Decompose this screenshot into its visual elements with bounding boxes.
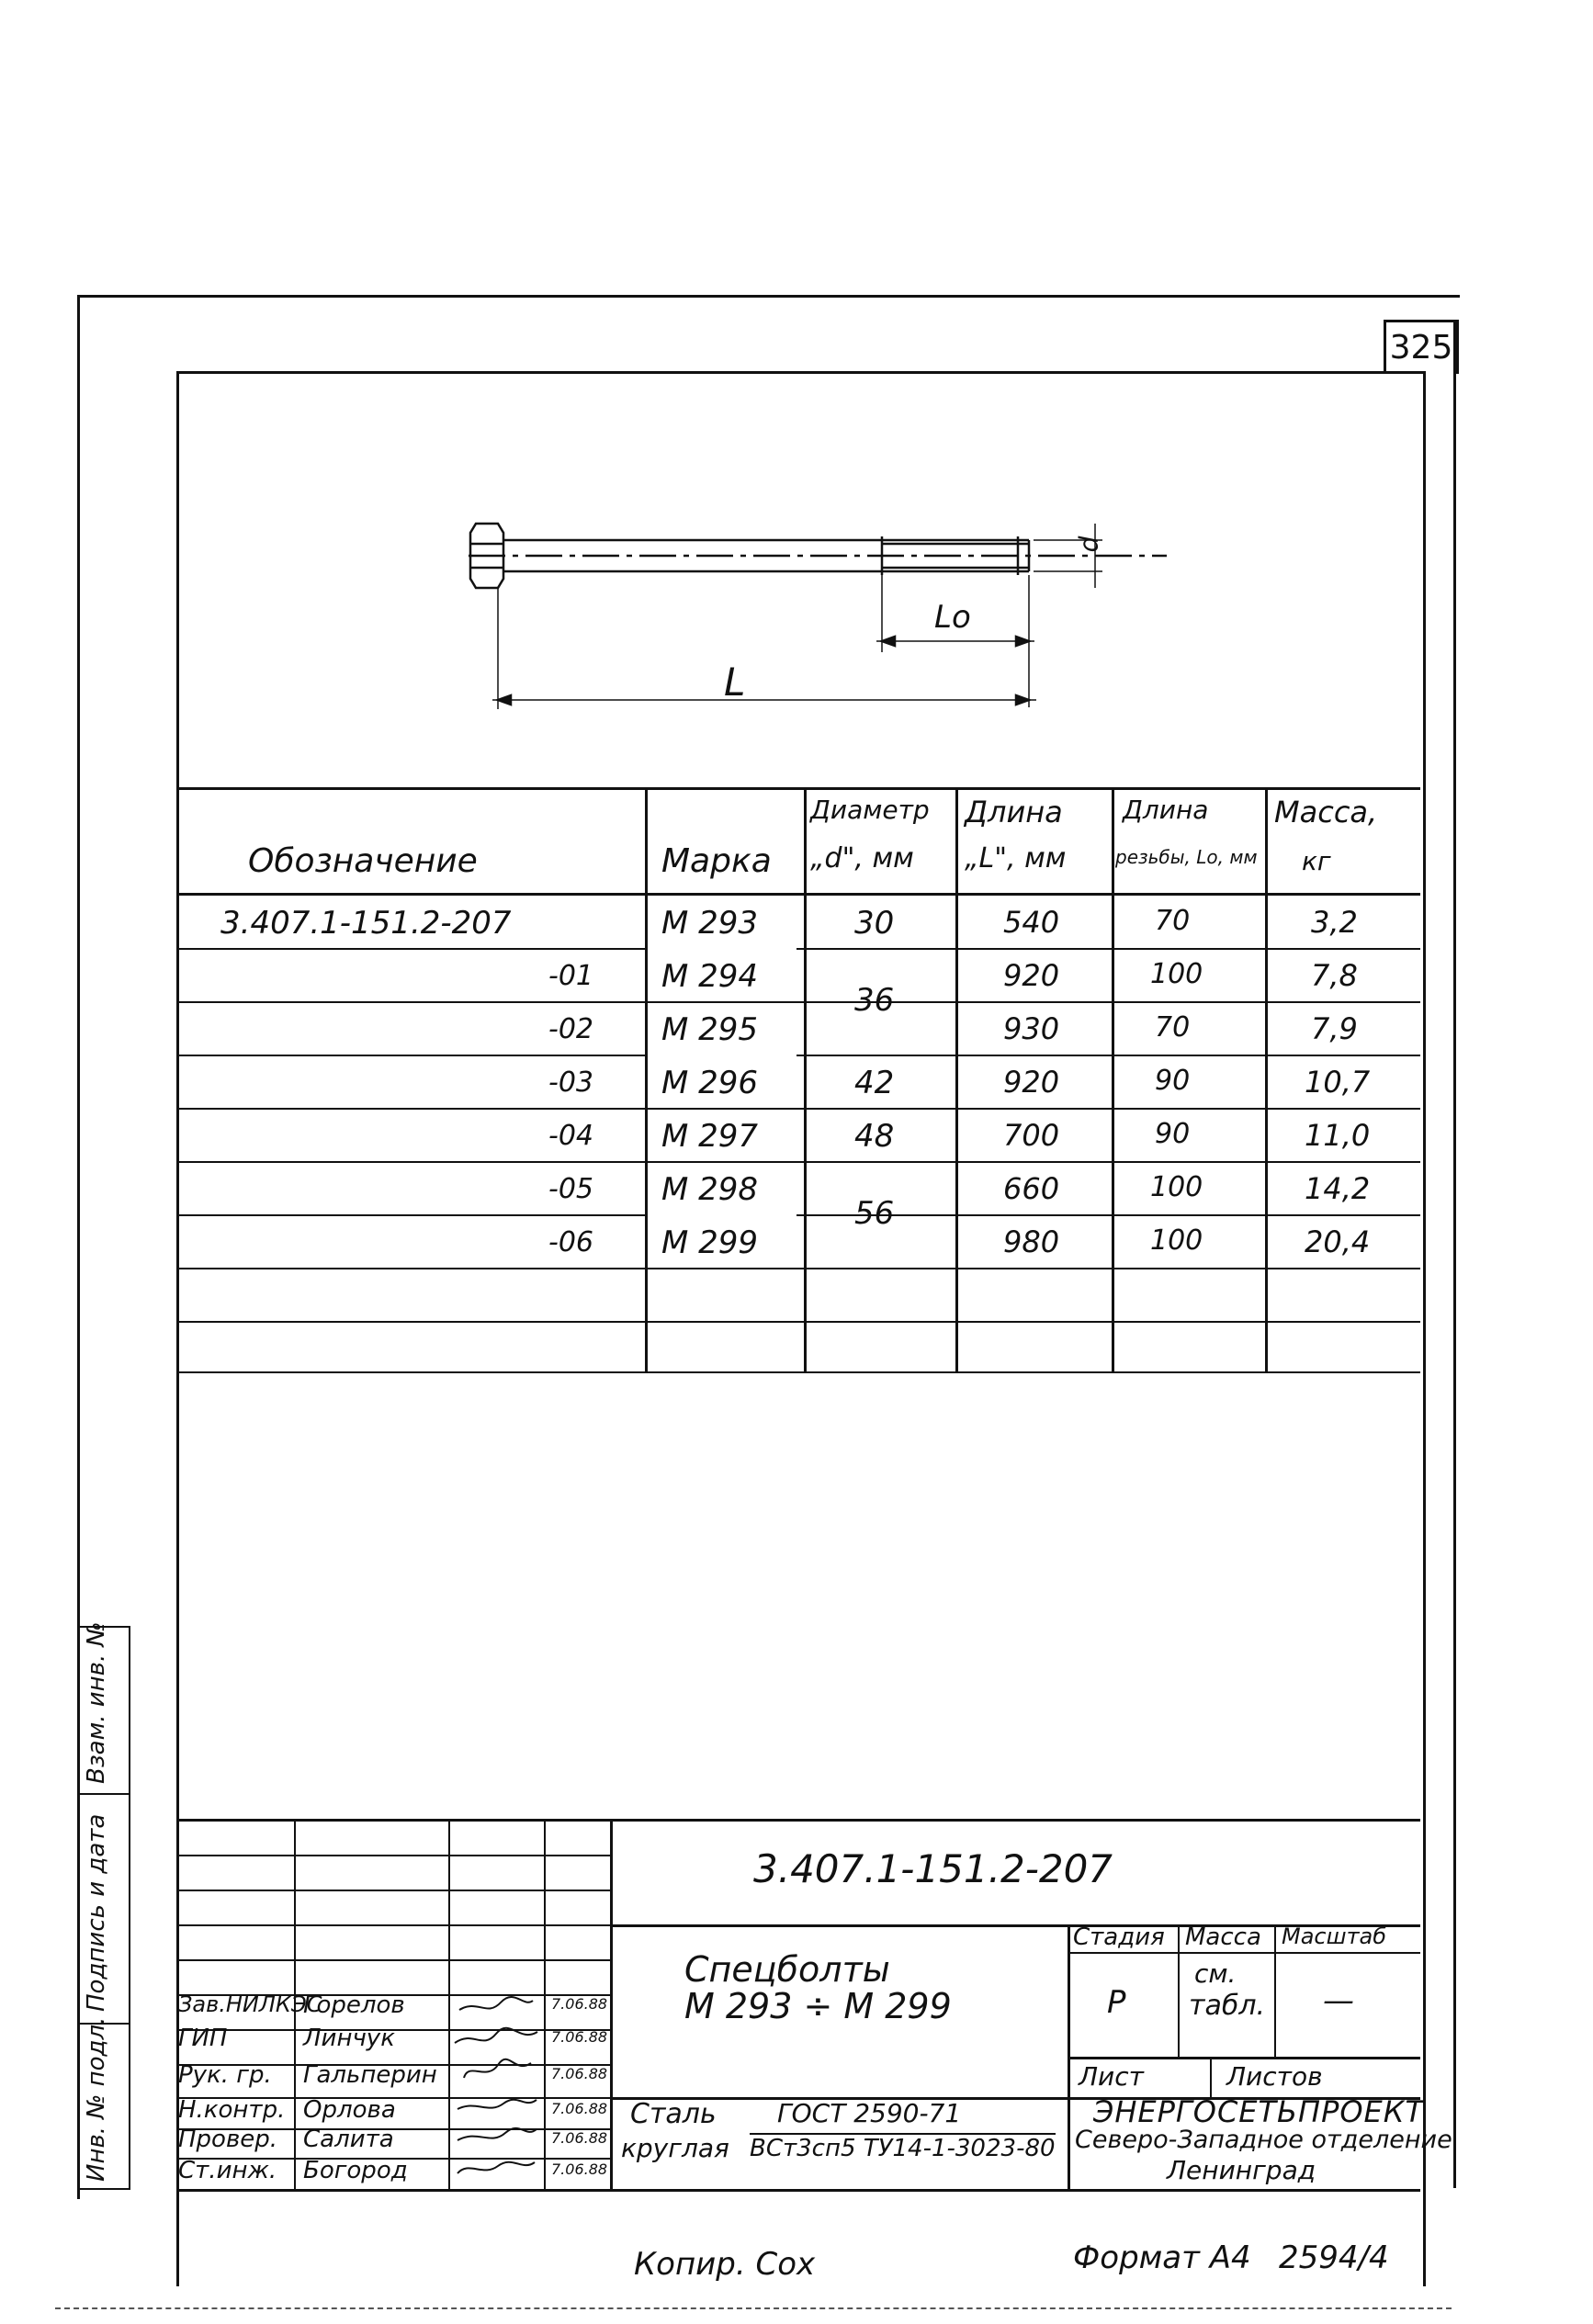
title-code: 3.407.1-151.2-207	[753, 1846, 1113, 1891]
staff-name: Линчук	[303, 2025, 395, 2052]
side-label-inv-orig: Инв. № подл.	[83, 2016, 110, 2182]
row-designation: -01	[548, 960, 593, 992]
row-thread: 70	[1155, 1011, 1191, 1044]
page-number: 325	[1384, 320, 1459, 374]
material-2b: ВСт3сп5 ТУ14-1-3023-80	[750, 2135, 1056, 2162]
row-mass: 3,2	[1311, 905, 1358, 940]
row-length: 920	[1003, 958, 1060, 993]
row-thread: 90	[1155, 1065, 1191, 1097]
material-1b: ГОСТ 2590-71	[777, 2098, 962, 2128]
org-line-3: Ленинград	[1167, 2155, 1316, 2185]
header-length-2: „L", мм	[965, 842, 1067, 874]
header-diameter-1: Диаметр	[810, 795, 930, 825]
staff-role: Зав.НИЛКЭС	[178, 1991, 322, 2017]
row-diameter: 42	[854, 1065, 895, 1101]
row-mass: 14,2	[1305, 1171, 1371, 1206]
staff-role: Рук. гр.	[178, 2061, 272, 2089]
header-mass-1: Масса,	[1274, 795, 1378, 829]
row-diameter: 48	[854, 1118, 895, 1155]
staff-role: Н.контр.	[178, 2096, 286, 2124]
staff-date: 7.06.88	[551, 2160, 608, 2178]
row-mark: М 299	[661, 1224, 759, 1261]
staff-date: 7.06.88	[551, 2028, 608, 2046]
row-mark: М 295	[661, 1011, 759, 1048]
row-thread: 100	[1150, 958, 1203, 990]
staff-date: 7.06.88	[551, 2065, 608, 2082]
footer-copied: Копир. Сох	[634, 2246, 816, 2283]
total-length-label: L	[724, 660, 746, 705]
row-designation: -06	[548, 1226, 593, 1258]
stage-value: Р	[1107, 1984, 1126, 2021]
material-1a: Сталь	[630, 2098, 717, 2130]
header-designation: Обозначение	[248, 842, 478, 880]
bolt-drawing	[441, 496, 1203, 735]
row-mass: 7,9	[1311, 1011, 1358, 1046]
row-mass: 20,4	[1305, 1224, 1371, 1259]
scale-value: —	[1323, 1982, 1354, 2019]
thread-length-label: Lo	[934, 599, 971, 636]
bottom-trim-line	[55, 2307, 1452, 2309]
staff-date: 7.06.88	[551, 2129, 608, 2147]
row-thread: 90	[1155, 1118, 1191, 1150]
staff-date: 7.06.88	[551, 2100, 608, 2117]
mass-header: Масса	[1185, 1924, 1261, 1951]
footer-format: Формат А4	[1073, 2239, 1251, 2276]
title-name-1: Спецболты	[684, 1949, 890, 1990]
row-designation: -04	[548, 1120, 593, 1152]
row-mark: М 294	[661, 958, 759, 995]
row-designation: -02	[548, 1013, 593, 1045]
right-frame-line	[1453, 320, 1456, 2188]
row-length: 980	[1003, 1224, 1060, 1259]
row-mass: 10,7	[1305, 1065, 1371, 1100]
staff-role: ГИП	[178, 2025, 228, 2052]
header-mark: Марка	[661, 842, 772, 880]
row-thread: 100	[1150, 1171, 1203, 1203]
side-label-replaced-inv: Взам. инв. №	[83, 1621, 110, 1784]
merged-diameter-36: 36	[854, 982, 895, 1019]
row-designation: -03	[548, 1066, 593, 1099]
footer-number: 2594/4	[1279, 2239, 1389, 2276]
header-thread-1: Длина	[1123, 795, 1209, 825]
staff-role: Провер.	[178, 2126, 278, 2153]
org-line-1: ЭНЕРГОСЕТЬПРОЕКТ	[1093, 2094, 1425, 2129]
row-length: 930	[1003, 1011, 1060, 1046]
header-thread-2: резьбы, Lo, мм	[1115, 846, 1258, 868]
staff-name: Горелов	[303, 1991, 405, 2019]
row-mass: 11,0	[1305, 1118, 1371, 1153]
mass-value-1: см.	[1194, 1958, 1237, 1989]
merged-diameter-56: 56	[854, 1195, 895, 1232]
staff-name: Богород	[303, 2157, 408, 2184]
staff-role: Ст.инж.	[178, 2157, 277, 2184]
stage-header: Стадия	[1073, 1924, 1165, 1951]
header-diameter-2: „d", мм	[810, 842, 914, 874]
row-mass: 7,8	[1311, 958, 1358, 993]
row-length: 700	[1003, 1118, 1060, 1153]
row-thread: 100	[1150, 1224, 1203, 1257]
spec-table	[176, 787, 1420, 1373]
mass-value-2: табл.	[1189, 1990, 1266, 2022]
material-2a: круглая	[621, 2133, 729, 2163]
row-mark: М 293	[661, 905, 759, 942]
title-name-2: М 293 ÷ М 299	[684, 1986, 952, 2026]
org-line-2: Северо-Западное отделение	[1075, 2126, 1452, 2154]
staff-name: Салита	[303, 2126, 394, 2153]
signature-scribbles	[450, 1990, 542, 2186]
row-thread: 70	[1155, 905, 1191, 937]
row-mark: М 297	[661, 1118, 759, 1155]
row-length: 920	[1003, 1065, 1060, 1100]
row-diameter: 30	[854, 905, 895, 942]
row-length: 540	[1003, 905, 1060, 940]
header-length-1: Длина	[965, 795, 1063, 829]
sheet-label: Лист	[1079, 2061, 1144, 2092]
staff-name: Гальперин	[303, 2061, 437, 2089]
row-designation: -05	[548, 1173, 593, 1205]
diameter-label: d	[1073, 536, 1104, 553]
row-mark: М 296	[661, 1065, 759, 1101]
row-mark: М 298	[661, 1171, 759, 1208]
row-designation: 3.407.1-151.2-207	[220, 905, 512, 942]
row-length: 660	[1003, 1171, 1060, 1206]
header-mass-2: кг	[1302, 846, 1331, 876]
side-label-signature-date: Подпись и дата	[83, 1813, 110, 2012]
scale-header: Масштаб	[1282, 1924, 1387, 1949]
staff-date: 7.06.88	[551, 1995, 608, 2013]
sheets-label: Листов	[1226, 2061, 1323, 2092]
staff-name: Орлова	[303, 2096, 396, 2124]
